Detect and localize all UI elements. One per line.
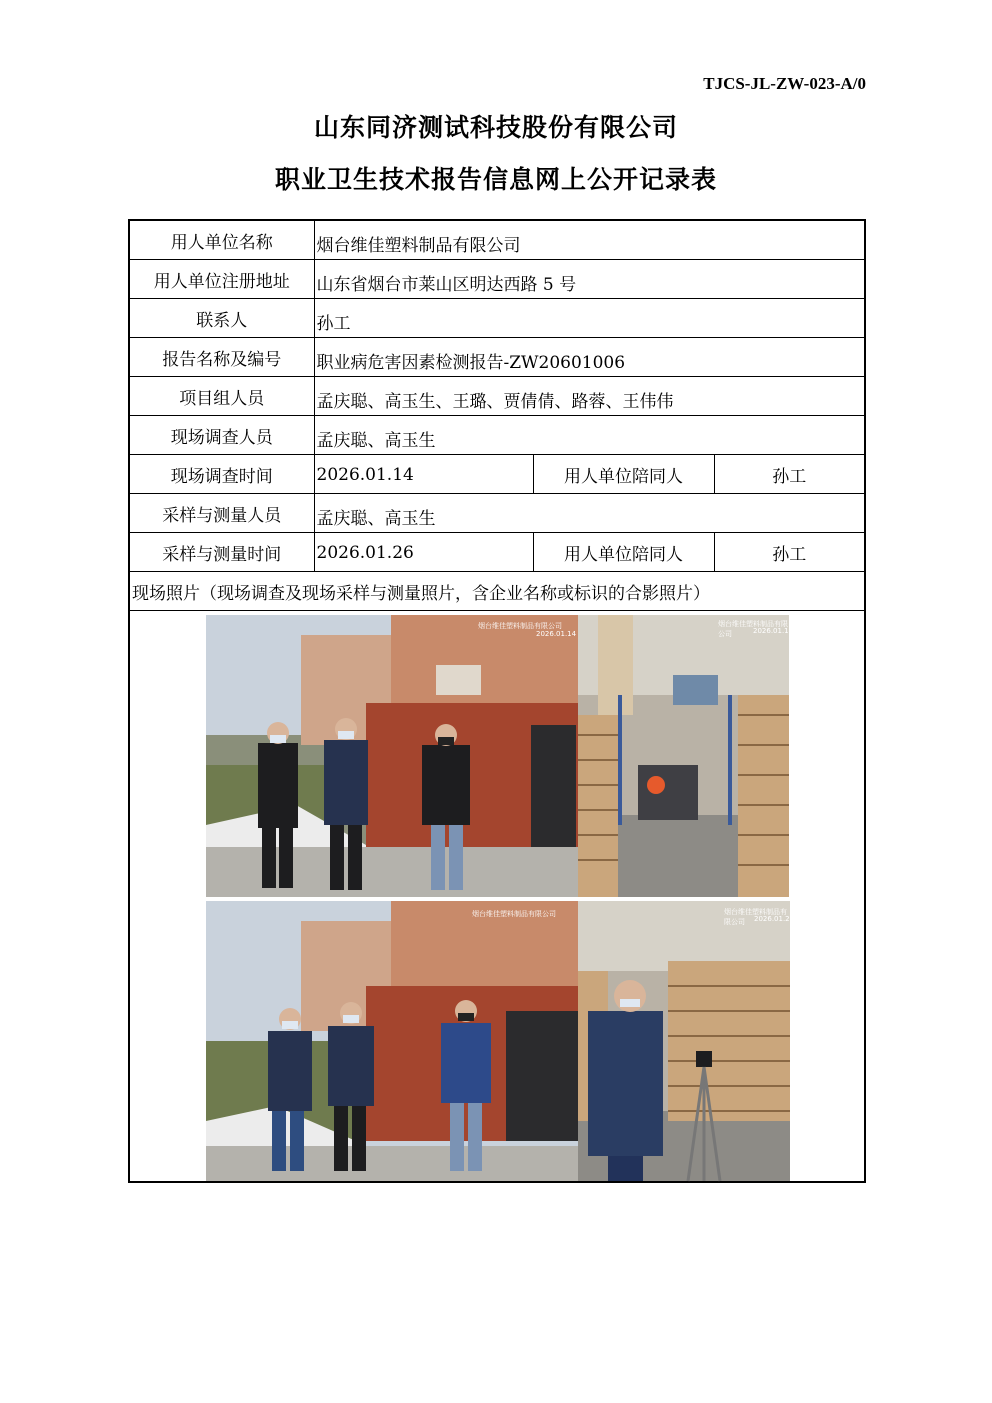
- photo-workshop-survey: [578, 615, 794, 897]
- table-row: [129, 494, 865, 533]
- photo-stamp-date: 2026.01.26: [754, 915, 795, 923]
- survey-time-label: 现场调查时间: [129, 455, 314, 494]
- form-title: 职业卫生技术报告信息网上公开记录表: [274, 165, 717, 194]
- photo-stamp: 烟台维佳塑料制品有限公司: [724, 908, 787, 926]
- table-row: [129, 533, 865, 572]
- table-row: [129, 455, 865, 494]
- employer-address-label: 用人单位注册地址: [129, 260, 314, 299]
- employer-address-value: 山东省烟台市莱山区明达西路 5 号: [314, 260, 865, 299]
- photo-workshop-sampling: [578, 901, 795, 1181]
- photo-stamp: 烟台维佳塑料制品有限公司: [472, 910, 556, 918]
- photo-stamp-date: 2026.01.14: [536, 630, 577, 638]
- sampling-staff-value: 孟庆聪、高玉生: [314, 494, 865, 533]
- table-row: [129, 377, 865, 416]
- survey-escort-label: 用人单位陪同人: [533, 455, 714, 494]
- survey-staff-label: 现场调查人员: [129, 416, 314, 455]
- photo-group-gate-sampling: [206, 901, 578, 1181]
- document-code: TJCS-JL-ZW-023-A/0: [703, 74, 866, 93]
- survey-escort-value: 孙工: [714, 455, 865, 494]
- table-row: [129, 572, 865, 611]
- photo-stamp: 烟台维佳塑料制品有限公司: [478, 622, 562, 630]
- photo-group-gate-survey: [206, 615, 578, 897]
- photo-stamp-date: 2026.01.14: [753, 627, 794, 635]
- contact-label: 联系人: [129, 299, 314, 338]
- record-table: [128, 219, 866, 1183]
- survey-time-value: 2026.01.14: [314, 455, 533, 494]
- sampling-escort-label: 用人单位陪同人: [533, 533, 714, 572]
- sampling-time-value: 2026.01.26: [314, 533, 533, 572]
- team-label: 项目组人员: [129, 377, 314, 416]
- table-row: [129, 338, 865, 377]
- sampling-time-label: 采样与测量时间: [129, 533, 314, 572]
- team-value: 孟庆聪、高玉生、王璐、贾倩倩、路蓉、王伟伟: [314, 377, 865, 416]
- photo-grid: [206, 615, 795, 1181]
- company-title: 山东同济测试科技股份有限公司: [313, 113, 678, 142]
- table-row: [129, 220, 865, 260]
- table-row: [129, 299, 865, 338]
- survey-staff-value: 孟庆聪、高玉生: [314, 416, 865, 455]
- contact-value: 孙工: [314, 299, 865, 338]
- report-label: 报告名称及编号: [129, 338, 314, 377]
- table-row: [129, 416, 865, 455]
- photo-stamp: 烟台维佳塑料制品有限公司: [718, 620, 788, 638]
- photos-cell: [129, 611, 865, 1183]
- report-value: 职业病危害因素检测报告-ZW20601006: [314, 338, 865, 377]
- table-row: [129, 260, 865, 299]
- photos-caption: 现场照片（现场调查及现场采样与测量照片，含企业名称或标识的合影照片）: [129, 572, 865, 611]
- sampling-escort-value: 孙工: [714, 533, 865, 572]
- sampling-staff-label: 采样与测量人员: [129, 494, 314, 533]
- table-row: [129, 611, 865, 1183]
- employer-name-label: 用人单位名称: [129, 220, 314, 260]
- employer-name-value: 烟台维佳塑料制品有限公司: [314, 220, 865, 260]
